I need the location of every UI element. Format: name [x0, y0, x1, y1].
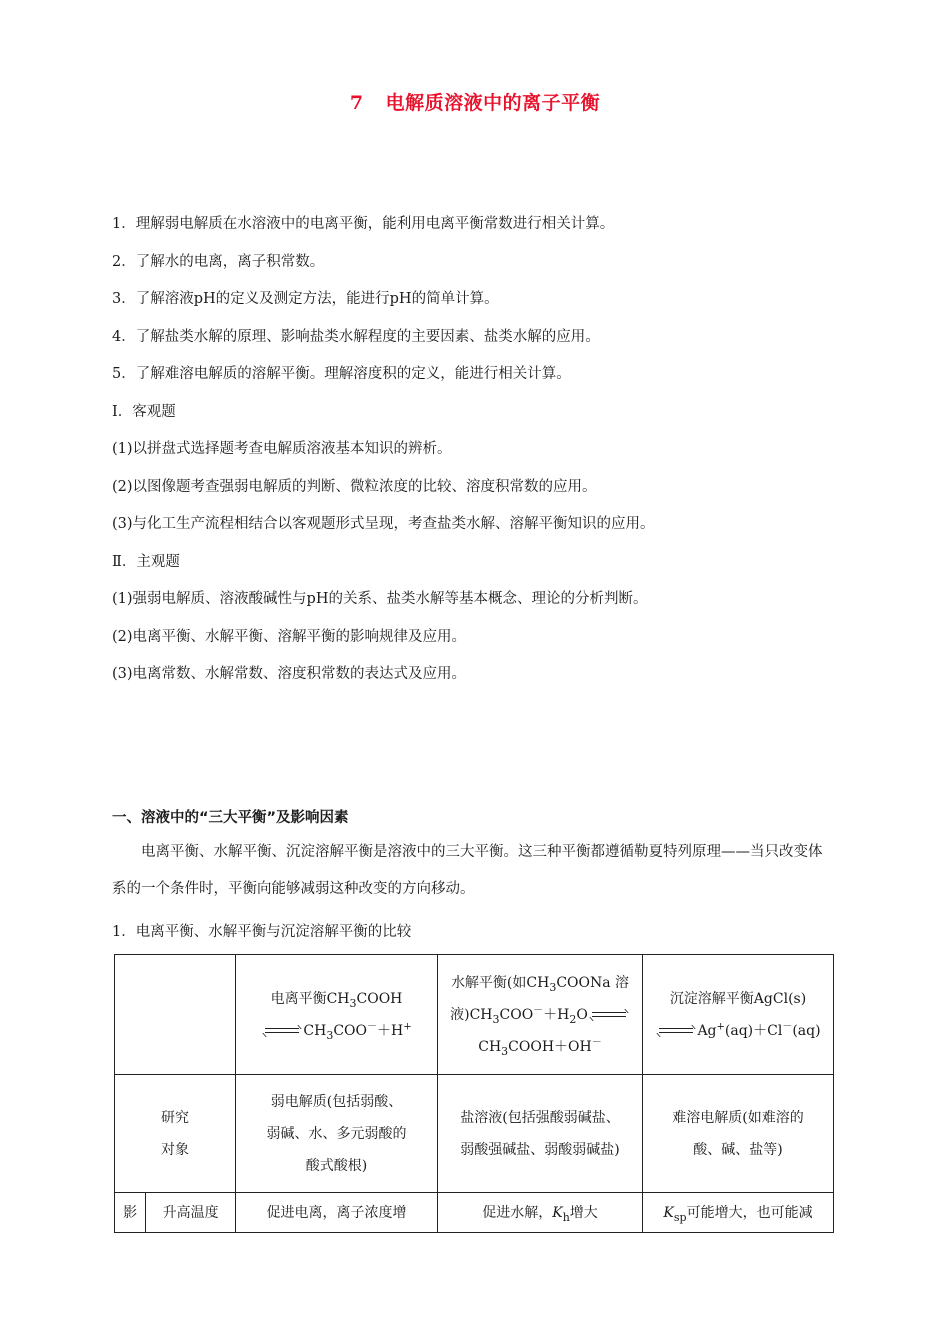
temp-hydrolysis: 促进水解，$K_h$增大: [438, 1193, 643, 1233]
research-hydrolysis: 盐溶液(包括强酸弱碱盐、 弱酸强碱盐、弱酸弱碱盐): [438, 1075, 643, 1193]
research-precipitation: 难溶电解质(如难溶的 酸、碱、盐等): [643, 1075, 834, 1193]
research-ionization: 弱电解质(包括弱酸、 弱碱、水、多元弱酸的 酸式酸根): [236, 1075, 438, 1193]
section-paragraph: 电离平衡、水解平衡、沉淀溶解平衡是溶液中的三大平衡。这三种平衡都遵循勒夏特列原理——当只改变体系的一个条件时，平衡向能够减弱这种改变的方向移动。: [112, 844, 823, 897]
section-heading: 一、溶液中的“三大平衡”及影响因素: [112, 810, 349, 826]
objective-item-1: (1)以拼盘式选择题考查电解质溶液基本知识的辨析。: [112, 441, 452, 457]
equilibrium-arrow-icon: [659, 1027, 693, 1035]
header-ionization: 电离平衡$CH_3COOH$ $CH_3COO^-+H^+$: [236, 955, 438, 1075]
objective-item-3: (3)与化工生产流程相结合以客观题形式呈现，考查盐类水解、溶解平衡知识的应用。: [112, 516, 655, 532]
objective-4: 4．了解盐类水解的原理、影响盐类水解程度的主要因素、盐类水解的应用。: [112, 329, 600, 345]
page-title: [0, 88, 950, 115]
objective-item-2: (2)以图像题考查强弱电解质的判断、微粒浓度的比较、溶度积常数的应用。: [112, 479, 597, 495]
table-header-row: [115, 955, 834, 1075]
equilibrium-arrow-icon: [592, 1011, 626, 1019]
factor-temperature: 升高温度: [146, 1193, 236, 1233]
empty-corner-cell: [115, 955, 236, 1075]
comparison-table: [114, 954, 834, 1233]
equilibrium-arrow-icon: [265, 1027, 299, 1035]
chapter-title: 电解质溶液中的离子平衡: [385, 92, 601, 114]
objective-1: 1．理解弱电解质在水溶液中的电离平衡，能利用电离平衡常数进行相关计算。: [112, 216, 615, 232]
objective-2: 2．了解水的电离，离子积常数。: [112, 254, 325, 270]
row-group-influence: 影: [115, 1193, 146, 1233]
temp-precipitation: $K_{sp}$可能增大，也可能减: [643, 1193, 834, 1233]
table-row-temperature: [115, 1193, 834, 1233]
subjective-section-heading: Ⅱ．主观题: [112, 554, 180, 570]
subjective-item-2: (2)电离平衡、水解平衡、溶解平衡的影响规律及应用。: [112, 629, 467, 645]
objective-3: 3．了解溶液pH的定义及测定方法，能进行pH的简单计算。: [112, 291, 499, 307]
objective-section-heading: Ⅰ．客观题: [112, 404, 176, 420]
subjective-item-3: (3)电离常数、水解常数、溶度积常数的表达式及应用。: [112, 666, 467, 682]
subjective-item-1: (1)强弱电解质、溶液酸碱性与pH的关系、盐类水解等基本概念、理论的分析判断。: [112, 591, 648, 607]
chapter-number: 7: [349, 92, 364, 114]
header-hydrolysis: 水解平衡(如$CH_3COONa$ 溶 液)$CH_3COO^-+H_2O$ $CH_3COOH+OH^-$: [438, 955, 643, 1075]
objective-5: 5．了解难溶电解质的溶解平衡。理解溶度积的定义，能进行相关计算。: [112, 366, 571, 382]
table-row-research-object: [115, 1075, 834, 1193]
table-caption: 1．电离平衡、水解平衡与沉淀溶解平衡的比较: [112, 924, 412, 940]
header-precipitation: 沉淀溶解平衡AgCl(s) Ag+(aq)＋Cl－(aq): [643, 955, 834, 1075]
temp-ionization: 促进电离，离子浓度增: [236, 1193, 438, 1233]
row-header-research: 研究 对象: [115, 1075, 236, 1193]
